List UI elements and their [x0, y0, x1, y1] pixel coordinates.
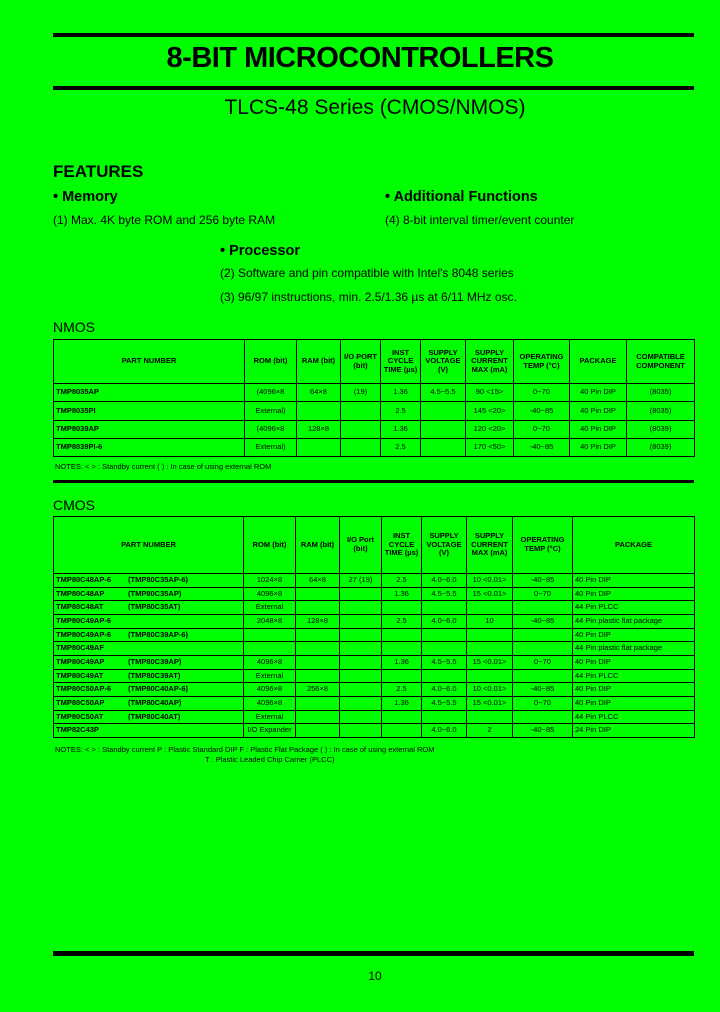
cmos-header: RAM (bit): [296, 517, 340, 574]
processor-item: (3) 96/97 instructions, min. 2.5/1.36 µs at 6/11 MHz osc.: [220, 290, 517, 304]
temp-cell: [513, 601, 573, 615]
section-rule: [53, 480, 694, 483]
package-cell: 40 Pin DIP: [573, 573, 695, 587]
package-cell: 44 Pin PLCC: [573, 710, 695, 724]
temp-cell: [513, 628, 573, 642]
compat-cell: (8035): [627, 402, 695, 420]
rom-cell: 4096×8: [244, 587, 296, 601]
part-number-primary: TMP80C49AP-6: [56, 629, 112, 639]
part-number: [54, 669, 244, 683]
nmos-header: I/O PORT (bit): [341, 340, 381, 384]
current-cell: [467, 669, 513, 683]
table-row: [54, 587, 695, 601]
ram-cell: [296, 655, 340, 669]
io-cell: [340, 724, 382, 738]
io-cell: [341, 402, 381, 420]
table-row: [54, 683, 695, 697]
part-number-alt: (TMP80C35AP-6): [128, 574, 189, 584]
cmos-header: I/O Port (bit): [340, 517, 382, 574]
nmos-header: SUPPLY VOLTAGE (V): [421, 340, 466, 384]
cmos-header: INST CYCLE TIME (µs): [382, 517, 422, 574]
io-cell: [340, 587, 382, 601]
table-row: [54, 669, 695, 683]
table-row: [54, 710, 695, 724]
package-cell: 44 Pin PLCC: [573, 601, 695, 615]
title-rule: [53, 86, 694, 90]
cycle-cell: 1.36: [382, 696, 422, 710]
table-row: [54, 696, 695, 710]
ram-cell: [296, 710, 340, 724]
package-cell: 44 Pin plastic flat package: [573, 642, 695, 656]
rom-cell: External: [244, 669, 296, 683]
part-number: [54, 601, 244, 615]
cycle-cell: [382, 669, 422, 683]
temp-cell: -40~85: [513, 683, 573, 697]
rom-cell: (4096×8: [245, 384, 297, 402]
ram-cell: [296, 601, 340, 615]
io-cell: [340, 642, 382, 656]
part-number: [54, 614, 244, 628]
table-row: [54, 420, 695, 438]
nmos-header: SUPPLY CURRENT MAX (mA): [466, 340, 514, 384]
current-cell: 90 <15>: [466, 384, 514, 402]
ram-cell: [296, 724, 340, 738]
memory-item: (1) Max. 4K byte ROM and 256 byte RAM: [53, 213, 276, 227]
current-cell: 15 <0.01>: [467, 696, 513, 710]
nmos-header: COMPATIBLE COMPONENT: [627, 340, 695, 384]
nmos-header: OPERATING TEMP (°C): [514, 340, 570, 384]
current-cell: 10 <0.01>: [467, 573, 513, 587]
current-cell: [467, 628, 513, 642]
ram-cell: [296, 669, 340, 683]
cycle-cell: [382, 601, 422, 615]
rom-cell: [244, 642, 296, 656]
processor-heading: • Processor: [220, 243, 301, 259]
nmos-header: INST CYCLE TIME (µs): [381, 340, 421, 384]
nmos-table: [53, 339, 695, 457]
io-cell: [340, 628, 382, 642]
io-cell: [341, 438, 381, 456]
temp-cell: 0~70: [513, 696, 573, 710]
part-number-primary: TMP80C50AP-6: [56, 684, 112, 694]
io-cell: [340, 601, 382, 615]
temp-cell: [513, 642, 573, 656]
cycle-cell: 2.5: [382, 614, 422, 628]
part-number-primary: TMP80C48AP: [56, 588, 105, 598]
table-row: [54, 402, 695, 420]
package-cell: 40 Pin DIP: [573, 683, 695, 697]
ram-cell: [296, 628, 340, 642]
nmos-header: PACKAGE: [570, 340, 627, 384]
features-heading: FEATURES: [53, 162, 144, 181]
voltage-cell: 4.5~5.5: [422, 655, 467, 669]
nmos-header: ROM (bit): [245, 340, 297, 384]
part-number: [54, 628, 244, 642]
compat-cell: (8039): [627, 438, 695, 456]
ram-cell: 256×8: [296, 683, 340, 697]
io-cell: [340, 683, 382, 697]
temp-cell: 0~70: [513, 655, 573, 669]
part-number-alt: (TMP80C35AP): [128, 588, 182, 598]
cycle-cell: 1.36: [382, 655, 422, 669]
current-cell: 145 <20>: [466, 402, 514, 420]
ram-cell: 64×8: [297, 384, 341, 402]
part-number-primary: TMP80C49AT: [56, 670, 104, 680]
cmos-header: SUPPLY VOLTAGE (V): [422, 517, 467, 574]
part-number-primary: TMP80C49AF: [56, 643, 104, 653]
package-cell: 40 Pin DIP: [570, 384, 627, 402]
rom-cell: External: [244, 710, 296, 724]
cycle-cell: 2.5: [382, 683, 422, 697]
part-number: TMP8035PI: [54, 402, 245, 420]
current-cell: [467, 601, 513, 615]
processor-item: (2) Software and pin compatible with Intel's 8048 series: [220, 266, 514, 280]
top-rule: [53, 33, 694, 37]
voltage-cell: [422, 642, 467, 656]
current-cell: 15 <0.01>: [467, 655, 513, 669]
io-cell: 27 (19): [340, 573, 382, 587]
page-title: 8-BIT MICROCONTROLLERS: [166, 42, 554, 74]
voltage-cell: 4.0~6.0: [422, 614, 467, 628]
table-row: [54, 628, 695, 642]
cmos-notes: NOTES: < > : Standby current P : Plastic Standard DIP F : Plastic Flat Package ( ) : In case of using external ROM: [55, 745, 435, 754]
cycle-cell: [382, 642, 422, 656]
voltage-cell: 4.0~6.0: [422, 683, 467, 697]
voltage-cell: 4.5~5.5: [421, 384, 466, 402]
page-number: 10: [368, 969, 382, 983]
package-cell: 40 Pin DIP: [570, 402, 627, 420]
cycle-cell: 2.5: [381, 402, 421, 420]
part-number-primary: TMP80C50AT: [56, 711, 104, 721]
voltage-cell: 4.5~5.5: [422, 587, 467, 601]
part-number: [54, 655, 244, 669]
part-number: [54, 683, 244, 697]
cmos-header: SUPPLY CURRENT MAX (mA): [467, 517, 513, 574]
cycle-cell: [382, 724, 422, 738]
part-number: TMP8035AP: [54, 384, 245, 402]
cmos-header: PART NUMBER: [54, 517, 244, 574]
table-row: [54, 601, 695, 615]
part-number-primary: TMP80C49AP: [56, 656, 105, 666]
temp-cell: -40~85: [513, 573, 573, 587]
current-cell: 2: [467, 724, 513, 738]
additional-item: (4) 8-bit interval timer/event counter: [385, 213, 575, 227]
temp-cell: -40~85: [514, 438, 570, 456]
io-cell: [341, 420, 381, 438]
package-cell: 40 Pin DIP: [573, 655, 695, 669]
io-cell: [340, 614, 382, 628]
package-cell: 44 Pin PLCC: [573, 669, 695, 683]
package-cell: 40 Pin DIP: [570, 420, 627, 438]
current-cell: 10: [467, 614, 513, 628]
package-cell: 40 Pin DIP: [570, 438, 627, 456]
part-number-alt: (TMP80C39AP): [128, 656, 182, 666]
current-cell: 170 <50>: [466, 438, 514, 456]
temp-cell: [513, 710, 573, 724]
rom-cell: 4096×8: [244, 655, 296, 669]
voltage-cell: 4.0~6.0: [422, 724, 467, 738]
voltage-cell: [422, 628, 467, 642]
temp-cell: [513, 669, 573, 683]
rom-cell: External): [245, 438, 297, 456]
ram-cell: 128×8: [297, 420, 341, 438]
ram-cell: [296, 642, 340, 656]
part-number-primary: TMP80C48AP-6: [56, 574, 112, 584]
nmos-header: RAM (bit): [297, 340, 341, 384]
rom-cell: 4096×8: [244, 696, 296, 710]
current-cell: [467, 710, 513, 724]
table-row: [54, 724, 695, 738]
cmos-label: CMOS: [53, 497, 95, 513]
cycle-cell: [382, 628, 422, 642]
table-row: [54, 573, 695, 587]
rom-cell: 4096×8: [244, 683, 296, 697]
ram-cell: 64×8: [296, 573, 340, 587]
voltage-cell: 4.0~6.0: [422, 573, 467, 587]
page-subtitle: TLCS-48 Series (CMOS/NMOS): [224, 96, 526, 119]
package-cell: 40 Pin DIP: [573, 587, 695, 601]
memory-heading: • Memory: [53, 189, 118, 205]
table-row: [54, 438, 695, 456]
table-row: [54, 384, 695, 402]
part-number-alt: (TMP80C40AP): [128, 697, 182, 707]
io-cell: [340, 710, 382, 724]
part-number-alt: (TMP80C39AT): [128, 670, 181, 680]
part-number: [54, 642, 244, 656]
cmos-header: ROM (bit): [244, 517, 296, 574]
part-number-primary: TMP80C48AT: [56, 602, 104, 612]
cycle-cell: 2.5: [382, 573, 422, 587]
ram-cell: [296, 587, 340, 601]
temp-cell: -40~85: [513, 614, 573, 628]
cmos-table: [53, 516, 695, 738]
rom-cell: 2048×8: [244, 614, 296, 628]
voltage-cell: [422, 669, 467, 683]
part-number-primary: TMP80C49AP-6: [56, 615, 112, 625]
rom-cell: External): [245, 402, 297, 420]
package-cell: 24 Pin DIP: [573, 724, 695, 738]
table-row: [54, 642, 695, 656]
part-number-alt: (TMP80C39AP-6): [128, 629, 189, 639]
part-number: [54, 710, 244, 724]
voltage-cell: [421, 438, 466, 456]
temp-cell: 0~70: [513, 587, 573, 601]
nmos-header: PART NUMBER: [54, 340, 245, 384]
ram-cell: 128×8: [296, 614, 340, 628]
cmos-header: PACKAGE: [573, 517, 695, 574]
part-number-primary: TMP82C43P: [56, 725, 99, 735]
part-number-alt: (TMP80C35AT): [128, 602, 181, 612]
rom-cell: I/O Expander: [244, 724, 296, 738]
part-number: TMP8039AP: [54, 420, 245, 438]
rom-cell: External: [244, 601, 296, 615]
nmos-notes: NOTES: < > : Standby current ( ) : In case of using external ROM: [55, 462, 272, 471]
current-cell: 10 <0.01>: [467, 683, 513, 697]
part-number: [54, 696, 244, 710]
cmos-notes-2: T : Plastic Leaded Chip Carrier (PLCC): [205, 755, 335, 764]
cycle-cell: 1.36: [381, 420, 421, 438]
voltage-cell: 4.5~5.5: [422, 696, 467, 710]
package-cell: 40 Pin DIP: [573, 628, 695, 642]
compat-cell: (8039): [627, 420, 695, 438]
rom-cell: [244, 628, 296, 642]
io-cell: (19): [341, 384, 381, 402]
temp-cell: -40~85: [514, 402, 570, 420]
current-cell: [467, 642, 513, 656]
voltage-cell: [421, 420, 466, 438]
current-cell: 120 <20>: [466, 420, 514, 438]
part-number-primary: TMP80C50AP: [56, 697, 105, 707]
cycle-cell: 2.5: [381, 438, 421, 456]
cmos-header: OPERATING TEMP (°C): [513, 517, 573, 574]
part-number: [54, 587, 244, 601]
compat-cell: (8035): [627, 384, 695, 402]
cycle-cell: [382, 710, 422, 724]
table-row: [54, 614, 695, 628]
part-number-alt: (TMP80C40AT): [128, 711, 181, 721]
temp-cell: -40~85: [513, 724, 573, 738]
cycle-cell: 1.36: [382, 587, 422, 601]
part-number: TMP8039PI-6: [54, 438, 245, 456]
ram-cell: [296, 696, 340, 710]
part-number-alt: (TMP80C40AP-6): [128, 684, 189, 694]
temp-cell: 0~70: [514, 384, 570, 402]
part-number: [54, 724, 244, 738]
bottom-rule: [53, 951, 694, 956]
voltage-cell: [421, 402, 466, 420]
current-cell: 15 <0.01>: [467, 587, 513, 601]
temp-cell: 0~70: [514, 420, 570, 438]
package-cell: 44 Pin plastic flat package: [573, 614, 695, 628]
voltage-cell: [422, 601, 467, 615]
io-cell: [340, 655, 382, 669]
part-number: [54, 573, 244, 587]
voltage-cell: [422, 710, 467, 724]
ram-cell: [297, 402, 341, 420]
ram-cell: [297, 438, 341, 456]
additional-heading: • Additional Functions: [385, 189, 538, 205]
io-cell: [340, 669, 382, 683]
cycle-cell: 1.36: [381, 384, 421, 402]
nmos-label: NMOS: [53, 319, 95, 335]
table-row: [54, 655, 695, 669]
rom-cell: 1024×8: [244, 573, 296, 587]
io-cell: [340, 696, 382, 710]
package-cell: 40 Pin DIP: [573, 696, 695, 710]
rom-cell: (4096×8: [245, 420, 297, 438]
